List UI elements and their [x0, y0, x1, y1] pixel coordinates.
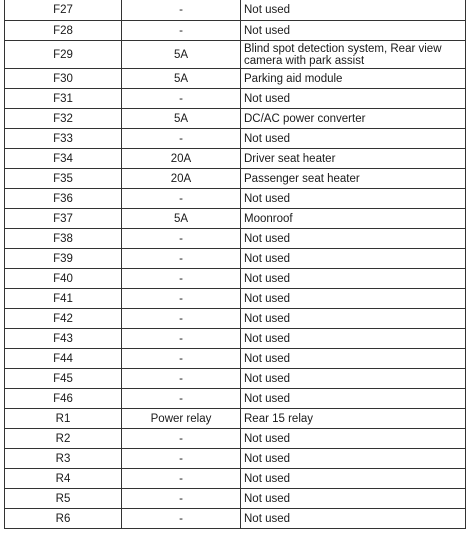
rating-cell: - — [122, 349, 241, 369]
rating-cell: - — [122, 289, 241, 309]
fuse-id-cell: R5 — [5, 489, 122, 509]
rating-cell: - — [122, 269, 241, 289]
rating-cell: 20A — [122, 149, 241, 169]
description-cell: Blind spot detection system, Rear view camera with park assist — [241, 41, 466, 69]
table-row — [5, 349, 466, 369]
table-row — [5, 69, 466, 89]
table-row — [5, 129, 466, 149]
description-cell: Driver seat heater — [241, 149, 466, 169]
fuse-id-cell: F27 — [5, 0, 122, 21]
fuse-id-cell: F43 — [5, 329, 122, 349]
rating-cell: 5A — [122, 209, 241, 229]
fuse-id-cell: F31 — [5, 89, 122, 109]
fuse-table — [4, 0, 466, 529]
rating-cell: 5A — [122, 41, 241, 69]
fuse-id-cell: F29 — [5, 41, 122, 69]
rating-cell: - — [122, 0, 241, 21]
fuse-id-cell: F32 — [5, 109, 122, 129]
table-row — [5, 109, 466, 129]
description-cell: Parking aid module — [241, 69, 466, 89]
fuse-id-cell: R6 — [5, 509, 122, 529]
fuse-id-cell: F39 — [5, 249, 122, 269]
table-row — [5, 329, 466, 349]
table-row — [5, 21, 466, 41]
description-cell: Not used — [241, 349, 466, 369]
rating-cell: - — [122, 189, 241, 209]
table-row — [5, 89, 466, 109]
rating-cell: - — [122, 129, 241, 149]
rating-cell: 5A — [122, 109, 241, 129]
table-row — [5, 429, 466, 449]
fuse-id-cell: F35 — [5, 169, 122, 189]
table-row — [5, 369, 466, 389]
description-cell: Not used — [241, 89, 466, 109]
fuse-id-cell: F42 — [5, 309, 122, 329]
rating-cell: - — [122, 249, 241, 269]
rating-cell: 20A — [122, 169, 241, 189]
description-cell: Passenger seat heater — [241, 169, 466, 189]
table-row — [5, 0, 466, 21]
rating-cell: - — [122, 429, 241, 449]
fuse-id-cell: F38 — [5, 229, 122, 249]
fuse-table-body — [5, 0, 466, 529]
rating-cell: - — [122, 489, 241, 509]
fuse-id-cell: F40 — [5, 269, 122, 289]
description-cell: Not used — [241, 389, 466, 409]
fuse-id-cell: F45 — [5, 369, 122, 389]
description-cell: Not used — [241, 329, 466, 349]
table-row — [5, 249, 466, 269]
description-cell: Not used — [241, 269, 466, 289]
table-row — [5, 289, 466, 309]
fuse-id-cell: R2 — [5, 429, 122, 449]
description-cell: DC/AC power converter — [241, 109, 466, 129]
rating-cell: - — [122, 509, 241, 529]
description-cell: Not used — [241, 449, 466, 469]
description-cell: Not used — [241, 429, 466, 449]
table-row — [5, 309, 466, 329]
rating-cell: 5A — [122, 69, 241, 89]
table-row — [5, 409, 466, 429]
description-cell: Not used — [241, 189, 466, 209]
table-row — [5, 229, 466, 249]
description-cell: Not used — [241, 0, 466, 21]
fuse-id-cell: R4 — [5, 469, 122, 489]
description-cell: Not used — [241, 289, 466, 309]
table-row — [5, 149, 466, 169]
fuse-id-cell: F33 — [5, 129, 122, 149]
fuse-id-cell: F34 — [5, 149, 122, 169]
table-row — [5, 469, 466, 489]
description-cell: Not used — [241, 129, 466, 149]
table-row — [5, 189, 466, 209]
rating-cell: - — [122, 309, 241, 329]
table-row — [5, 269, 466, 289]
rating-cell: - — [122, 449, 241, 469]
description-cell: Not used — [241, 249, 466, 269]
rating-cell: - — [122, 229, 241, 249]
table-row — [5, 389, 466, 409]
rating-cell: - — [122, 89, 241, 109]
rating-cell: - — [122, 389, 241, 409]
description-cell: Moonroof — [241, 209, 466, 229]
description-cell: Rear 15 relay — [241, 409, 466, 429]
fuse-id-cell: F36 — [5, 189, 122, 209]
table-row — [5, 509, 466, 529]
table-row — [5, 489, 466, 509]
rating-cell: - — [122, 329, 241, 349]
description-cell: Not used — [241, 469, 466, 489]
description-cell: Not used — [241, 309, 466, 329]
description-cell: Not used — [241, 509, 466, 529]
rating-cell: - — [122, 469, 241, 489]
fuse-id-cell: R1 — [5, 409, 122, 429]
rating-cell: - — [122, 21, 241, 41]
table-row — [5, 449, 466, 469]
fuse-id-cell: F46 — [5, 389, 122, 409]
fuse-id-cell: F28 — [5, 21, 122, 41]
rating-cell: Power relay — [122, 409, 241, 429]
description-cell: Not used — [241, 369, 466, 389]
description-cell: Not used — [241, 229, 466, 249]
description-cell: Not used — [241, 21, 466, 41]
table-row — [5, 41, 466, 69]
table-row — [5, 169, 466, 189]
description-cell: Not used — [241, 489, 466, 509]
fuse-id-cell: F41 — [5, 289, 122, 309]
fuse-id-cell: F37 — [5, 209, 122, 229]
table-row — [5, 209, 466, 229]
fuse-id-cell: F30 — [5, 69, 122, 89]
rating-cell: - — [122, 369, 241, 389]
fuse-id-cell: F44 — [5, 349, 122, 369]
fuse-id-cell: R3 — [5, 449, 122, 469]
